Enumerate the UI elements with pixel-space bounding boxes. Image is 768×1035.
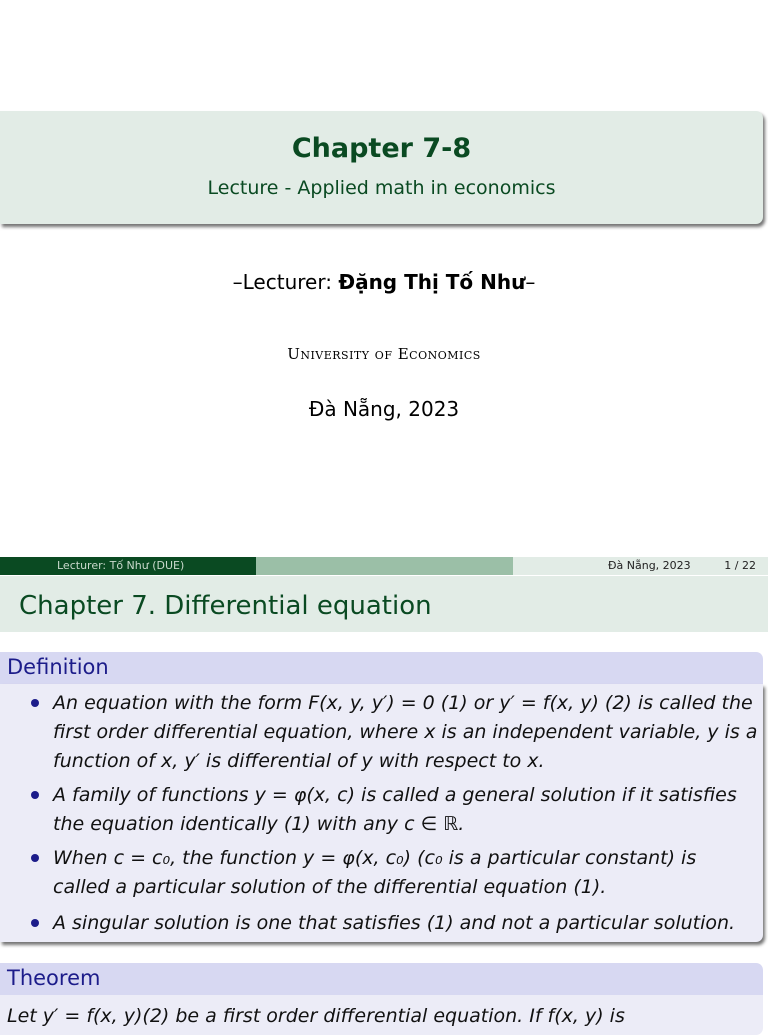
presentation-title: Chapter 7-8 bbox=[291, 133, 472, 164]
theorem-block-header bbox=[0, 963, 763, 995]
title-block bbox=[0, 111, 763, 224]
list-item bbox=[53, 781, 758, 839]
definition-block-body bbox=[0, 684, 763, 942]
lecturer-line bbox=[0, 270, 768, 294]
presentation-date: Đà Nẵng, 2023 bbox=[308, 397, 460, 421]
list-item bbox=[53, 909, 758, 938]
definition-item-text: A family of functions y = φ(x, c) is called a general solution if it satisfies the equation identically (1) with any c ∈ ℝ. bbox=[53, 784, 737, 835]
frame-title bbox=[0, 576, 768, 632]
lecturer-suffix: – bbox=[525, 270, 536, 294]
definition-item-text: A singular solution is one that satisfies (1) and not a particular solution. bbox=[53, 912, 736, 934]
institute: University of Economics bbox=[287, 345, 481, 363]
slide-footer bbox=[0, 557, 768, 575]
frame-title-text: Chapter 7. Differential equation bbox=[19, 591, 432, 621]
footer-author: Lecturer: Tố Như (DUE) bbox=[57, 559, 185, 572]
footer-info-section bbox=[513, 557, 768, 575]
bullet-icon bbox=[31, 919, 39, 927]
bullet-icon bbox=[31, 699, 39, 707]
footer-page-number: 1 / 22 bbox=[724, 559, 756, 572]
bullet-icon bbox=[31, 854, 39, 862]
definition-heading: Definition bbox=[7, 655, 109, 679]
list-item bbox=[53, 689, 758, 776]
list-item bbox=[53, 844, 758, 902]
presentation-subtitle: Lecture - Applied math in economics bbox=[207, 177, 556, 199]
bullet-icon bbox=[31, 791, 39, 799]
footer-date: Đà Nẵng, 2023 bbox=[608, 559, 691, 572]
definition-item-text: An equation with the form F(x, y, y′) = 0 (1) or y′ = f(x, y) (2) is called the first order differential equation, where x is an independent variable, y is a function of x, y′ is differential of y with respect to x. bbox=[53, 692, 758, 772]
lecturer-prefix: –Lecturer: bbox=[232, 270, 339, 294]
footer-title-section bbox=[256, 557, 513, 575]
theorem-text: Let y′ = f(x, y)(2) be a first order differential equation. If f(x, y) is bbox=[7, 1005, 625, 1027]
definition-block-header bbox=[0, 652, 763, 684]
theorem-heading: Theorem bbox=[7, 966, 101, 990]
lecturer-name: Đặng Thị Tố Như bbox=[338, 270, 526, 294]
theorem-block-body bbox=[0, 995, 763, 1035]
footer-author-section bbox=[0, 557, 256, 575]
definition-item-text: When c = c₀, the function y = φ(x, c₀) (c₀ is a particular constant) is called a particular solution of the differential equation (1). bbox=[53, 847, 697, 898]
